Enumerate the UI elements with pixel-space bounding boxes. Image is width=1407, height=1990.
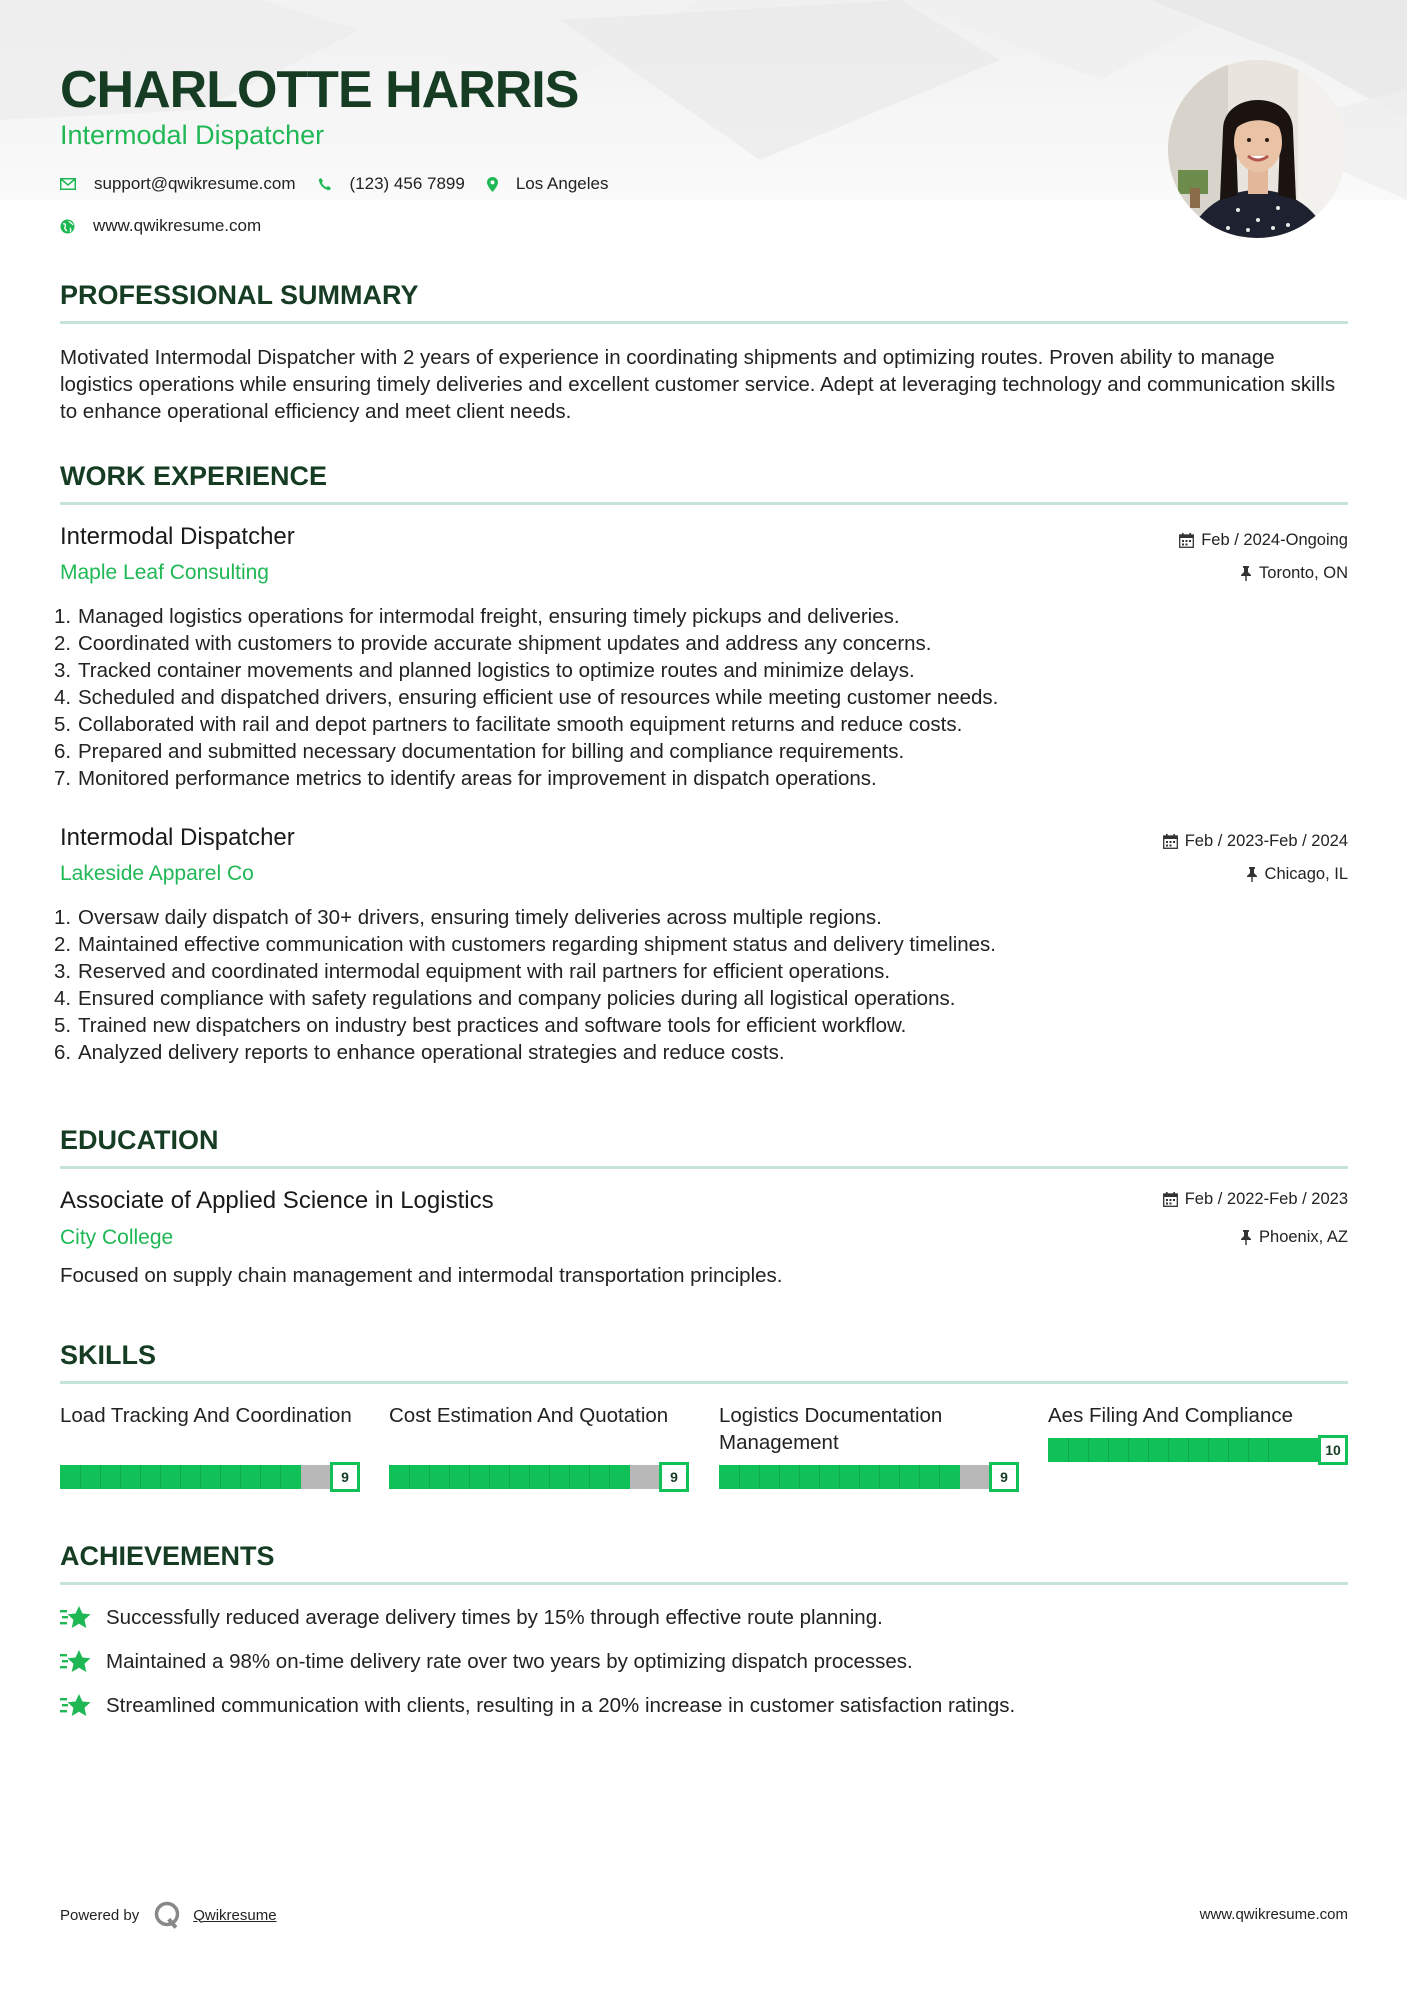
skill-bar-segment [1168,1438,1169,1462]
skill-name: Cost Estimation And Quotation [389,1404,669,1427]
profile-photo [1168,60,1346,238]
skill-bar-segment [839,1465,840,1489]
skill-bar-segment [819,1465,820,1489]
education-divider [60,1166,1348,1169]
skill-bar [389,1462,689,1492]
job-1-company: Maple Leaf Consulting [60,561,269,584]
education-location [1240,1228,1348,1247]
list-item: 3. Tracked container movements and planned logistics to optimize routes and minimize delays. [54,659,915,682]
achievement-item [60,1605,883,1631]
skill-bar-segment [80,1465,81,1489]
skill-score-badge: 9 [330,1462,360,1492]
skill-bar-segment [1188,1438,1189,1462]
map-pin-icon [487,177,498,192]
skill-bar-segment [240,1465,241,1489]
achievement-text: Maintained a 98% on-time delivery rate over two years by optimizing dispatch processes. [106,1650,913,1673]
email-text: support@qwikresume.com [94,174,296,193]
education-degree: Associate of Applied Science in Logistics [60,1187,494,1214]
phone-icon [318,177,332,191]
skills-heading: SKILLS [60,1340,157,1370]
skill-bar-segment [589,1465,590,1489]
skill-name: Logistics Documentation Management [719,1404,943,1454]
skill-bar-segment [1268,1438,1269,1462]
star-icon [60,1605,92,1631]
skill-name: Load Tracking And Coordination [60,1404,352,1427]
job-1-bullets [54,603,1354,792]
experience-divider [60,502,1348,505]
skill-bar-segment [180,1465,181,1489]
job-1-title: Intermodal Dispatcher [60,523,295,550]
contact-row-2 [60,216,283,236]
job-2-dates-text: Feb / 2023-Feb / 2024 [1184,832,1348,850]
envelope-icon [60,178,76,190]
job-2-location [1246,865,1348,884]
job-2-bullets [54,904,1354,1066]
list-item: 5. Collaborated with rail and depot partners to facilitate smooth equipment returns and reduce costs. [54,713,963,736]
skill-bar-segment [200,1465,201,1489]
skill-bar-segment [779,1465,780,1489]
skill-bar-segment [759,1465,760,1489]
achievement-text: Streamlined communication with clients, resulting in a 20% increase in customer satisfaction ratings. [106,1694,1016,1717]
skill-bar-segment [529,1465,530,1489]
education-location-text: Phoenix, AZ [1259,1228,1348,1246]
list-item: 2. Coordinated with customers to provide accurate shipment updates and address any concerns. [54,632,932,655]
skill-name: Aes Filing And Compliance [1048,1404,1293,1427]
skill-item [1048,1402,1348,1465]
summary-heading: PROFESSIONAL SUMMARY [60,280,419,310]
star-icon [60,1649,92,1675]
experience-heading: WORK EXPERIENCE [60,461,328,491]
skill-bar-segment [280,1465,281,1489]
skill-bar-segment [1108,1438,1109,1462]
footer-powered-by [60,1900,277,1930]
job-2-location-text: Chicago, IL [1264,865,1348,883]
location-text: Los Angeles [515,174,609,193]
skill-item [389,1402,689,1492]
list-item: 2. Maintained effective communication with customers regarding shipment status and delivery timelines. [54,933,997,956]
skill-score-badge: 9 [989,1462,1019,1492]
skill-bar-segment [160,1465,161,1489]
skill-bar-segment [489,1465,490,1489]
skill-bar-segment [1148,1438,1149,1462]
skill-score-badge: 10 [1318,1435,1348,1465]
list-item: 3. Reserved and coordinated intermodal equipment with rail partners for efficient operations. [54,960,891,983]
skill-bar-segment [120,1465,121,1489]
skill-bar-segment [569,1465,570,1489]
skill-bar-segment [1248,1438,1249,1462]
education-heading: EDUCATION [60,1125,219,1155]
skill-bar-segment [1068,1438,1069,1462]
list-item: 6. Analyzed delivery reports to enhance operational strategies and reduce costs. [54,1041,785,1064]
pushpin-icon [1240,1230,1252,1245]
candidate-name: CHARLOTTE HARRIS [60,61,579,119]
job-2-title: Intermodal Dispatcher [60,824,295,851]
calendar-icon [1163,1192,1178,1207]
list-item: 4. Ensured compliance with safety regulations and company policies during all logistical operations. [54,987,956,1010]
qwikresume-link[interactable]: Qwikresume [193,1906,277,1924]
skill-bar [719,1462,1019,1492]
profile-photo-image [1168,60,1346,238]
education-dates-text: Feb / 2022-Feb / 2023 [1184,1190,1348,1208]
achievements-divider [60,1582,1348,1585]
skill-bar-segment [609,1465,610,1489]
skill-bar-segment [220,1465,221,1489]
education-dates [1163,1190,1348,1209]
achievements-heading: ACHIEVEMENTS [60,1541,275,1571]
job-1-location [1240,564,1348,583]
skill-bar-segment [1208,1438,1209,1462]
qwikresume-logo-icon [153,1900,183,1930]
calendar-icon [1179,533,1194,548]
skill-bar-segment [899,1465,900,1489]
skill-bar-segment [260,1465,261,1489]
skill-bar-segment [140,1465,141,1489]
education-school: City College [60,1226,174,1249]
contact-website[interactable] [60,216,261,236]
list-item: 5. Trained new dispatchers on industry best practices and software tools for efficient workflow. [54,1014,907,1037]
skill-bar-segment [1228,1438,1229,1462]
skill-bar-segment [739,1465,740,1489]
skills-divider [60,1381,1348,1384]
summary-divider [60,321,1348,324]
skill-item [719,1402,1019,1492]
powered-by-text: Powered by [60,1906,140,1924]
skill-bar-segment [100,1465,101,1489]
list-item: 1. Oversaw daily dispatch of 30+ drivers, ensuring timely deliveries across multiple regions. [54,906,882,929]
achievement-text: Successfully reduced average delivery times by 15% through effective route planning. [106,1606,883,1629]
summary-text: Motivated Intermodal Dispatcher with 2 years of experience in coordinating shipments and optimizing routes. Proven ability to manage logistics operations while ensuring timely deliveries and excellent customer service. Adept at leveraging technology and communication skills to enhance operational efficiency and meet client needs. [60,346,1336,423]
calendar-icon [1163,834,1178,849]
skill-bar-segment [879,1465,880,1489]
website-text: www.qwikresume.com [93,216,262,235]
skill-score-badge: 9 [659,1462,689,1492]
list-item: 4. Scheduled and dispatched drivers, ensuring efficient use of resources while meeting customer needs. [54,686,999,709]
job-2-company: Lakeside Apparel Co [60,862,254,885]
skill-bar-segment [469,1465,470,1489]
job-1-dates [1179,531,1348,550]
skill-bar-segment [409,1465,410,1489]
footer-website[interactable]: www.qwikresume.com [1199,1906,1348,1923]
skill-item [60,1402,360,1492]
skill-bar-segment [509,1465,510,1489]
skill-bar-segment [549,1465,550,1489]
pushpin-icon [1240,566,1252,581]
skill-bar-segment [939,1465,940,1489]
skill-bar-segment [1128,1438,1129,1462]
job-2-dates [1163,832,1348,851]
phone-text: (123) 456 7899 [349,174,465,193]
contact-email[interactable] [60,174,296,194]
pushpin-icon [1246,867,1258,882]
skill-bar-segment [859,1465,860,1489]
skill-bar-segment [919,1465,920,1489]
achievement-item [60,1693,1015,1719]
job-1-dates-text: Feb / 2024-Ongoing [1201,531,1348,549]
skill-bar-segment [449,1465,450,1489]
star-icon [60,1693,92,1719]
list-item: 6. Prepared and submitted necessary documentation for billing and compliance requirements. [54,740,905,763]
achievement-item [60,1649,913,1675]
candidate-title: Intermodal Dispatcher [60,120,325,150]
education-description: Focused on supply chain management and intermodal transportation principles. [60,1264,783,1287]
job-1-location-text: Toronto, ON [1259,564,1348,582]
list-item: 1. Managed logistics operations for intermodal freight, ensuring timely pickups and deliveries. [54,605,900,628]
skill-bar-segment [1088,1438,1089,1462]
skill-bar [60,1462,360,1492]
list-item: 7. Monitored performance metrics to identify areas for improvement in dispatch operations. [54,767,877,790]
contact-row [60,174,630,194]
globe-icon [60,219,75,234]
skill-bar-segment [799,1465,800,1489]
skill-bar-segment [429,1465,430,1489]
contact-phone[interactable] [318,174,465,194]
skill-bar [1048,1435,1348,1465]
contact-location [487,174,609,194]
